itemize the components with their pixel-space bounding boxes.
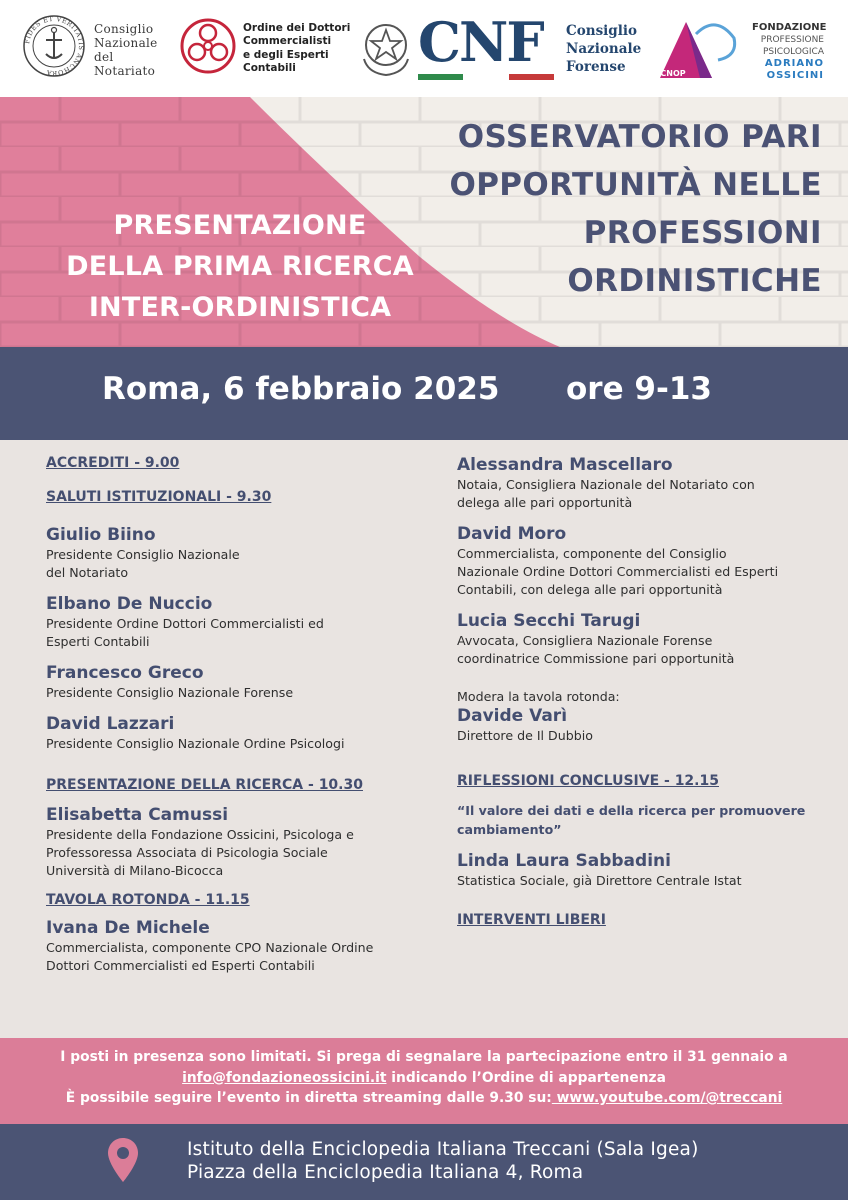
speaker-role-line: Presidente della Fondazione Ossicini, Psicologa e (46, 827, 354, 842)
cnf-line3: Forense (566, 59, 626, 75)
speaker-name: Lucia Secchi Tarugi (457, 611, 641, 631)
fpp-line1: FONDAZIONE (752, 22, 827, 33)
speaker-entry (46, 805, 426, 880)
section-heading-presentazione: PRESENTAZIONE DELLA RICERCA - 10.30 (46, 777, 363, 793)
notariato-line1: Consiglio (94, 22, 154, 36)
section-heading-accrediti: ACCREDITI - 9.00 (46, 455, 180, 471)
speaker-role-line: Esperti Contabili (46, 634, 150, 649)
event-time: ore 9-13 (566, 371, 712, 407)
cnop-label: CNOP (660, 69, 686, 78)
notariato-line2: Nazionale (94, 36, 158, 50)
section-heading-interventi: INTERVENTI LIBERI (457, 912, 606, 928)
speaker-role (457, 545, 827, 599)
speaker-entry (457, 524, 827, 599)
cnf-wordmark (566, 22, 641, 76)
logo-header (0, 0, 848, 97)
speaker-role-line: Presidente Ordine Dottori Commercialisti ed (46, 616, 324, 631)
cnop-logo (656, 16, 742, 82)
speaker-role-line: Commercialista, componente CPO Nazionale Ordine (46, 940, 374, 955)
registration-notice (0, 1038, 848, 1124)
notariato-seal-logo (22, 14, 86, 78)
section-heading-riflessioni: RIFLESSIONI CONCLUSIVE - 12.15 (457, 773, 719, 789)
speaker-role (46, 546, 426, 582)
venue-bar (0, 1124, 848, 1200)
fpp-wordmark (752, 22, 827, 82)
speaker-role (457, 476, 827, 512)
speaker-entry (46, 525, 426, 582)
presentation-title-line: INTER-ORDINISTICA (88, 292, 392, 323)
notariato-line4: Notariato (94, 64, 156, 78)
notariato-wordmark (94, 22, 158, 78)
email-link[interactable]: info@fondazioneossicini.it (182, 1069, 387, 1086)
italian-republic-emblem-icon (356, 15, 416, 79)
speaker-name: Elisabetta Camussi (46, 805, 229, 825)
speaker-role-line: Dottori Commercialisti ed Esperti Contabili (46, 958, 315, 973)
observatory-title-line: ORDINISTICHE (567, 263, 822, 299)
speaker-role (46, 684, 426, 702)
presentation-title (50, 205, 430, 328)
speaker-role-line: coordinatrice Commissione pari opportunità (457, 651, 735, 666)
speaker-name: Davide Varì (457, 706, 568, 726)
speaker-role (46, 615, 426, 651)
speaker-entry (457, 455, 827, 512)
notice-line-3 (0, 1088, 848, 1109)
notice-line-2-text: indicando l’Ordine di appartenenza (386, 1069, 666, 1086)
speaker-name: David Moro (457, 524, 567, 544)
speaker-name: Giulio Biino (46, 525, 156, 545)
speaker-name: Alessandra Mascellaro (457, 455, 673, 475)
seal-ring-text: FIDES ET VERITATIS ANCHORA (23, 14, 86, 78)
venue-address (187, 1138, 699, 1184)
notice-line-2 (0, 1068, 848, 1089)
speaker-role (457, 872, 827, 890)
cnf-line1: Consiglio (566, 23, 637, 39)
speaker-name: Francesco Greco (46, 663, 204, 683)
notariato-line3: del (94, 50, 114, 64)
program-left-column (46, 455, 426, 987)
speaker-name: David Lazzari (46, 714, 175, 734)
speaker-name: Ivana De Michele (46, 918, 210, 938)
speaker-entry (46, 594, 426, 651)
event-date: Roma, 6 febbraio 2025 (102, 371, 500, 407)
cnf-line2: Nazionale (566, 41, 642, 57)
speaker-role-line: Presidente Consiglio Nazionale (46, 547, 240, 562)
speaker-role (457, 727, 827, 745)
presentation-title-line: PRESENTAZIONE (113, 210, 367, 241)
section-heading-saluti: SALUTI ISTITUZIONALI - 9.30 (46, 489, 272, 505)
closing-quote-line: cambiamento” (457, 822, 562, 837)
presentation-title-line: DELLA PRIMA RICERCA (66, 251, 414, 282)
speaker-entry (457, 706, 827, 745)
speaker-entry (46, 663, 426, 702)
title-banner (0, 97, 848, 347)
speaker-role-line: Università di Milano-Bicocca (46, 863, 224, 878)
speaker-role-line: Nazionale Ordine Dottori Commercialisti ed Esperti (457, 564, 779, 579)
speaker-entry (46, 918, 426, 975)
fpp-line2: PROFESSIONE (760, 35, 824, 45)
speaker-entry (457, 611, 827, 668)
speaker-role-line: Commercialista, componente del Consiglio (457, 546, 727, 561)
odcec-wordmark (243, 22, 350, 76)
observatory-title-line: PROFESSIONI (583, 215, 822, 251)
speaker-role-line: Presidente Consiglio Nazionale Ordine Psicologi (46, 736, 345, 751)
venue-street: Piazza della Enciclopedia Italiana 4, Roma (187, 1162, 584, 1183)
observatory-title-line: OSSERVATORIO PARI (457, 119, 822, 155)
observatory-title (402, 113, 822, 305)
speaker-role-line: Statistica Sociale, già Direttore Centrale Istat (457, 873, 742, 888)
program-right-column (457, 455, 827, 948)
speaker-role-line: Professoressa Associata di Psicologia Sociale (46, 845, 328, 860)
speaker-role-line: del Notariato (46, 565, 129, 580)
speaker-role (46, 939, 426, 975)
fpp-line3: PSICOLOGICA (762, 47, 824, 57)
youtube-link[interactable]: www.youtube.com/@treccani (551, 1090, 783, 1106)
speaker-name: Linda Laura Sabbadini (457, 851, 671, 871)
speaker-role-line: delega alle pari opportunità (457, 495, 633, 510)
odcec-logo (178, 16, 238, 76)
moderator-intro: Modera la tavola rotonda: (457, 689, 620, 704)
speaker-role (46, 735, 426, 753)
speaker-role-line: Presidente Consiglio Nazionale Forense (46, 685, 294, 700)
speaker-role (457, 632, 827, 668)
observatory-title-line: OPPORTUNITÀ NELLE (449, 167, 822, 203)
speaker-entry (46, 714, 426, 753)
closing-quote-line: “Il valore dei dati e della ricerca per promuovere (457, 803, 806, 818)
speaker-role-line: Contabili, con delega alle pari opportunità (457, 582, 723, 597)
speaker-role-line: Direttore de Il Dubbio (457, 728, 593, 743)
odcec-line1: Ordine dei Dottori (243, 22, 351, 34)
speaker-role-line: Notaia, Consigliera Nazionale del Notariato con (457, 477, 755, 492)
cnf-logo-text: CNF (418, 10, 543, 74)
odcec-line2: Commercialisti (243, 35, 332, 48)
odcec-line4: Contabili (243, 62, 296, 75)
notice-line-1: I posti in presenza sono limitati. Si prega di segnalare la partecipazione entro il 31 gennaio a (60, 1049, 788, 1065)
fpp-line4: ADRIANO (764, 58, 824, 69)
fpp-line5: OSSICINI (766, 70, 824, 81)
section-heading-tavola: TAVOLA ROTONDA - 11.15 (46, 892, 250, 908)
location-pin-icon (106, 1136, 140, 1184)
odcec-line3: e degli Esperti (243, 48, 329, 61)
speaker-name: Elbano De Nuccio (46, 594, 213, 614)
closing-quote (457, 801, 827, 839)
venue-name: Istituto della Enciclopedia Italiana Treccani (Sala Igea) (187, 1139, 699, 1160)
date-bar (0, 347, 848, 440)
speaker-role (46, 826, 426, 880)
speaker-role-line: Avvocata, Consigliera Nazionale Forense (457, 633, 713, 648)
notice-line-3-text: È possibile seguire l’evento in diretta streaming dalle 9.30 su: (65, 1090, 552, 1106)
speaker-entry (457, 851, 827, 890)
cnf-flag-stripe (418, 74, 554, 80)
